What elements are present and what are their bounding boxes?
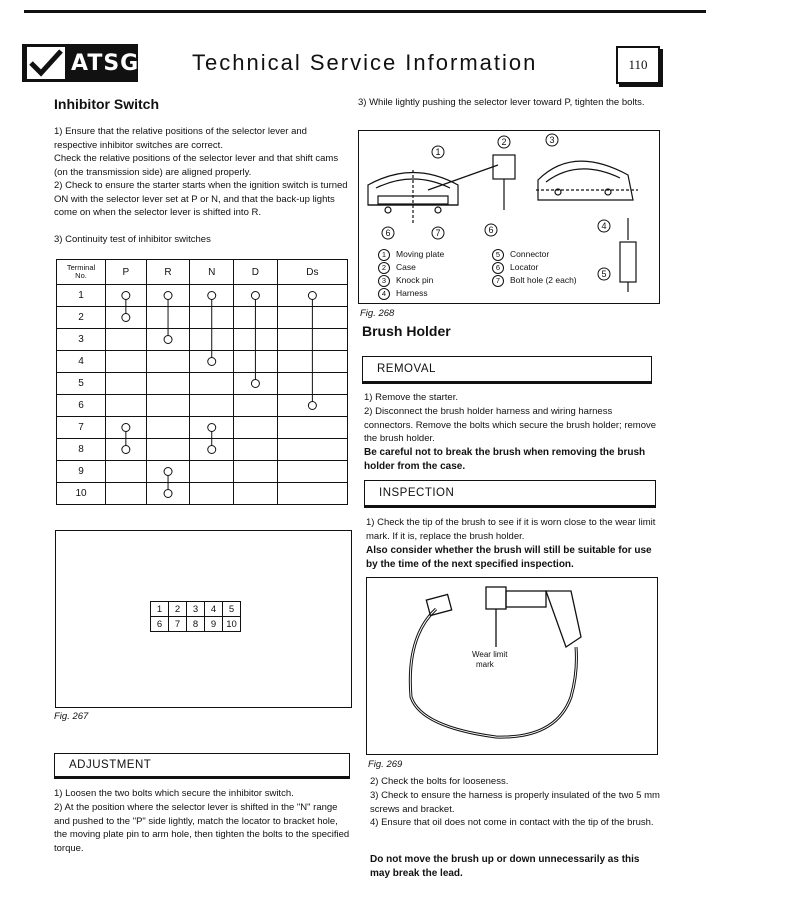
legend-item: 3 Knock pin [378, 274, 444, 287]
svg-text:5: 5 [601, 269, 607, 279]
wear-limit-label: Wear limit [472, 650, 508, 659]
svg-text:2: 2 [501, 137, 507, 147]
section-title-brush-holder: Brush Holder [362, 323, 451, 339]
continuity-terminal [122, 314, 130, 322]
fig-269-caption: Fig. 269 [368, 759, 403, 770]
continuity-terminal [251, 292, 259, 300]
inhibitor-para-4: 3) Continuity test of inhibitor switches [54, 234, 211, 245]
pin: 7 [169, 617, 187, 632]
inspection-para-2: 2) Check the bolts for looseness. [370, 776, 509, 787]
legend-item: 7 Bolt hole (2 each) [492, 274, 577, 287]
adjustment-para-1: 1) Loosen the two bolts which secure the inhibitor switch. [54, 788, 294, 799]
terminal-number: 8 [57, 439, 106, 461]
col-header: R [146, 260, 190, 285]
pin: 4 [205, 602, 223, 617]
continuity-terminal [164, 292, 172, 300]
continuity-terminal [122, 292, 130, 300]
terminal-number: 3 [57, 329, 106, 351]
col-header: N [190, 260, 234, 285]
section-title-inhibitor-switch: Inhibitor Switch [54, 96, 159, 112]
continuity-terminal [251, 380, 259, 388]
terminal-number: 2 [57, 307, 106, 329]
inspection-para-3: 3) Check to ensure the harness is properly insulated of the two 5 mm screws and bracket. [370, 790, 660, 815]
continuity-terminal [308, 402, 316, 410]
continuity-terminal [122, 446, 130, 454]
connector-diagram [150, 601, 241, 632]
col-header: Ds [277, 260, 347, 285]
logo-check-icon [27, 47, 65, 79]
svg-text:6: 6 [385, 228, 391, 238]
inhibitor-para-1: 1) Ensure that the relative positions of the selector lever and respective inhibitor switches are correct. [54, 126, 307, 151]
terminal-number: 5 [57, 373, 106, 395]
logo-text: ATSG [71, 50, 140, 76]
terminal-number: 6 [57, 395, 106, 417]
fig-268-caption: Fig. 268 [360, 308, 395, 319]
continuity-terminal [164, 336, 172, 344]
page-header-title: Technical Service Information [192, 50, 538, 75]
continuity-terminal [122, 424, 130, 432]
header-rule [24, 10, 706, 13]
svg-text:6: 6 [488, 225, 494, 235]
atsg-logo [22, 44, 138, 82]
terminal-number: 4 [57, 351, 106, 373]
removal-warning: Be careful not to break the brush when removing the brush holder from the case. [364, 447, 646, 472]
removal-para-2: 2) Disconnect the brush holder harness and wiring harness connectors. Remove the bolts which secure the brush holder; remove the brush holder. [364, 406, 657, 444]
continuity-terminal [164, 490, 172, 498]
inhibitor-para-3: 2) Check to ensure the starter starts when the ignition switch is turned ON with the selector lever set at P or N, and that the back-up lights come on when the selector lever is shifted into R. [54, 180, 348, 218]
pin: 3 [187, 602, 205, 617]
continuity-terminal [208, 446, 216, 454]
brush-holder-diagram [366, 577, 658, 755]
svg-text:1: 1 [435, 147, 441, 157]
inspection-heading: INSPECTION [364, 480, 656, 506]
step-3-text: 3) While lightly pushing the selector lever toward P, tighten the bolts. [358, 97, 645, 108]
terminal-number: 1 [57, 285, 106, 307]
removal-para-1: 1) Remove the starter. [364, 392, 458, 403]
pin: 2 [169, 602, 187, 617]
page-number: 110 [616, 46, 660, 84]
legend-item: 6 Locator [492, 261, 577, 274]
fig-267-caption: Fig. 267 [54, 711, 89, 722]
continuity-terminal [208, 292, 216, 300]
col-header: P [106, 260, 147, 285]
pin: 5 [223, 602, 241, 617]
continuity-terminal [208, 358, 216, 366]
svg-text:3: 3 [549, 135, 555, 145]
continuity-terminal [308, 292, 316, 300]
continuity-terminal [208, 424, 216, 432]
inspection-para-1: 1) Check the tip of the brush to see if it is worn close to the wear limit mark. If it is, replace the brush holder. [366, 517, 656, 542]
legend-item: 4 Harness [378, 287, 444, 300]
removal-heading: REMOVAL [362, 356, 652, 382]
terminal-number: 7 [57, 417, 106, 439]
adjustment-para-2: 2) At the position where the selector lever is shifted in the "N" range and pushed to the "P" side lightly, match the locator to bracket hole, the moving plate pin to arm hole, then tighten the bolts to the specified torque. [54, 802, 350, 854]
pin: 10 [223, 617, 241, 632]
fig-268-legend-right [492, 248, 577, 287]
svg-text:4: 4 [601, 221, 607, 231]
pin: 9 [205, 617, 223, 632]
inspection-warning: Also consider whether the brush will still be suitable for use by the time of the next specified inspection. [366, 545, 652, 570]
continuity-terminal [164, 468, 172, 476]
svg-text:7: 7 [435, 228, 441, 238]
final-warning: Do not move the brush up or down unnecessarily as this may break the lead. [370, 854, 640, 879]
inspection-para-4: 4) Ensure that oil does not come in contact with the tip of the brush. [370, 817, 654, 828]
terminal-number: 9 [57, 461, 106, 483]
pin: 1 [151, 602, 169, 617]
continuity-marks [56, 259, 348, 509]
legend-item: 5 Connector [492, 248, 577, 261]
inhibitor-para-2: Check the relative positions of the selector lever and that shift cams (on the transmission side) are aligned properly. [54, 153, 339, 178]
fig-268-legend-left [378, 248, 444, 300]
pin: 6 [151, 617, 169, 632]
col-header: D [234, 260, 278, 285]
terminal-number: 10 [57, 483, 106, 505]
table-corner: Terminal No. [57, 260, 106, 285]
wear-limit-label-2: mark [476, 660, 494, 669]
legend-item: 2 Case [378, 261, 444, 274]
pin: 8 [187, 617, 205, 632]
legend-item: 1 Moving plate [378, 248, 444, 261]
adjustment-heading: ADJUSTMENT [54, 753, 350, 777]
